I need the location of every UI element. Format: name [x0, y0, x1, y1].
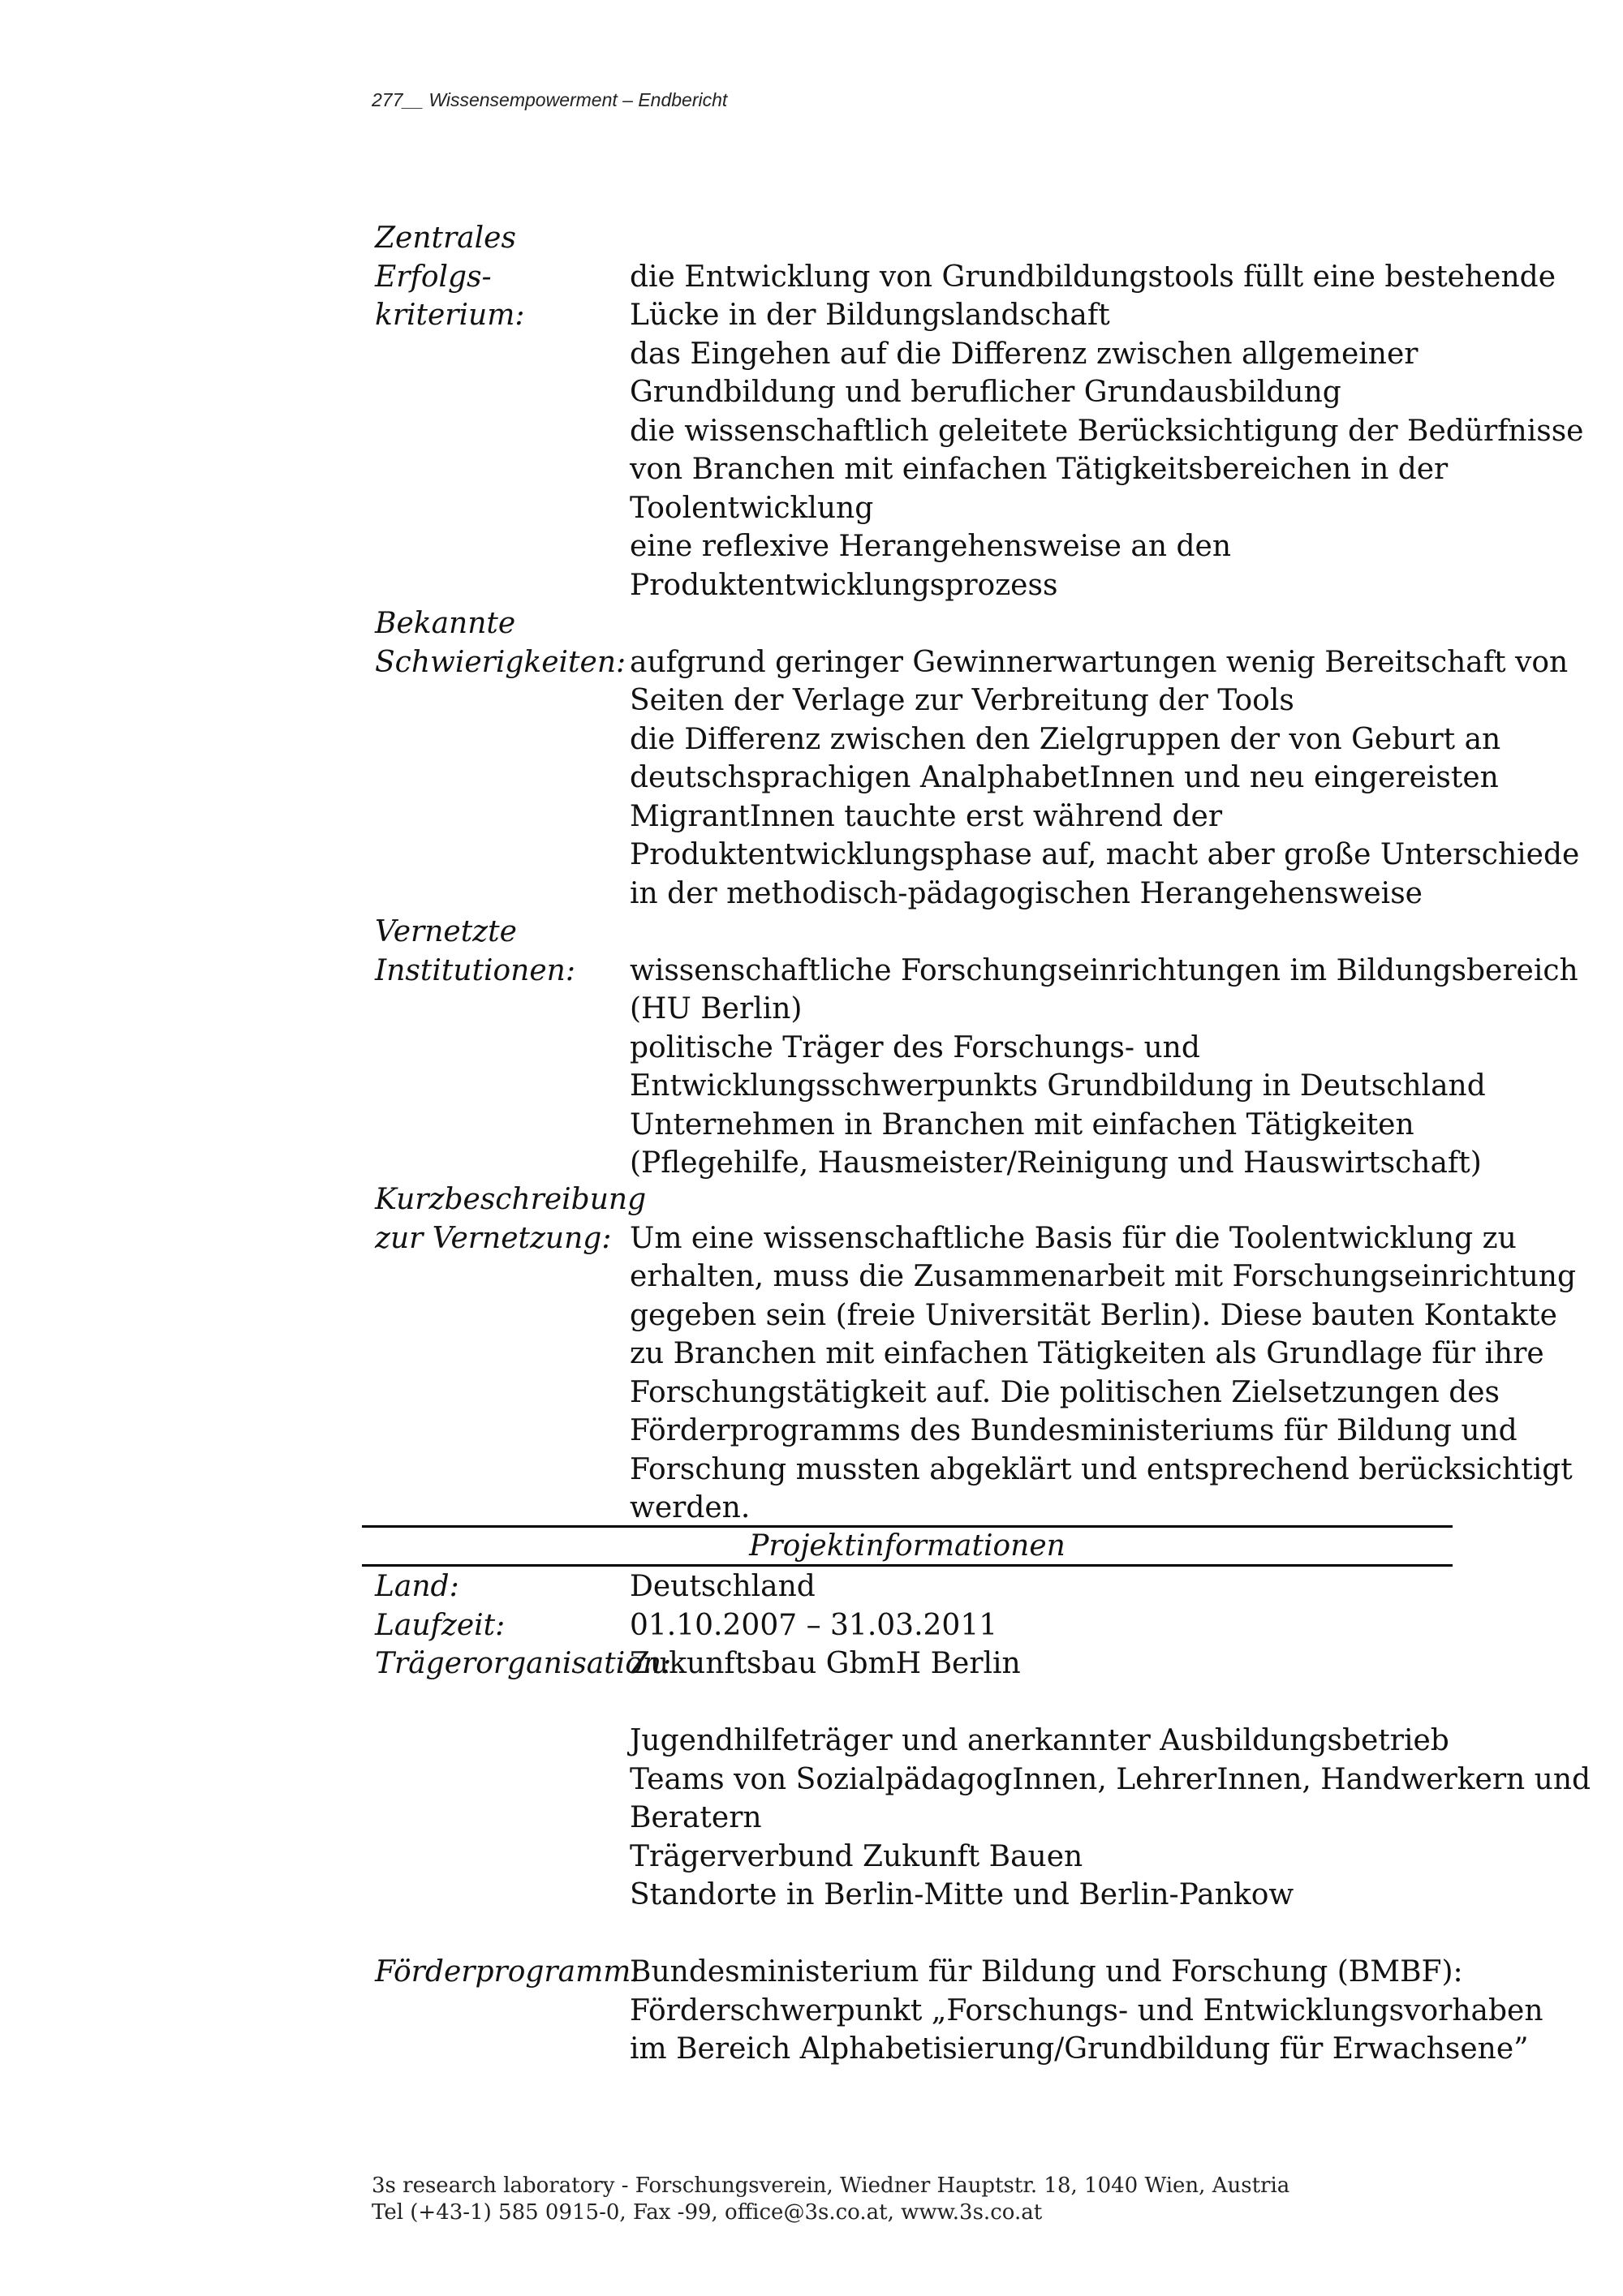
text-line: politische Träger des Forschungs- und: [630, 1030, 1200, 1064]
info-row-traeger: [375, 1645, 1591, 1915]
section-content: [630, 219, 1584, 604]
section-schwierigkeiten: [375, 604, 1580, 913]
info-value: 01.10.2007 – 31.03.2011: [630, 1608, 998, 1642]
section-label: Bekannte Schwierigkeiten:: [375, 607, 626, 679]
text-line: Forschungstätigkeit auf. Die politischen Zielsetzungen des: [630, 1375, 1500, 1409]
text-line: in der methodisch-pädagogischen Herangehensweise: [630, 876, 1423, 910]
section-erfolgskriterium: [375, 219, 1584, 604]
footer-address: 3s research laboratory - Forschungsverein, Wiedner Hauptstr. 18, 1040 Wien, Austria: [372, 2173, 1290, 2198]
section-content: [630, 913, 1578, 1183]
text-line: MigrantInnen tauchte erst während der: [630, 799, 1223, 833]
text-line: zu Branchen mit einfachen Tätigkeiten als Grundlage für ihre: [630, 1337, 1544, 1370]
info-label: Förderprogramm:: [375, 1955, 641, 1989]
text-line: erhalten, muss die Zusammenarbeit mit Forschungseinrichtung: [630, 1260, 1577, 1293]
project-info-title: Projektinformationen: [749, 1529, 1065, 1563]
text-line: Unternehmen in Branchen mit einfachen Tätigkeiten: [630, 1107, 1414, 1142]
text-line: wissenschaftliche Forschungseinrichtungen im Bildungsbereich: [630, 953, 1578, 987]
info-value: im Bereich Alphabetisierung/Grundbildung für Erwachsene”: [630, 2032, 1529, 2066]
text-line: deutschsprachigen AnalphabetInnen und neu eingereisten: [630, 761, 1499, 794]
page-footer: [372, 2173, 1289, 2226]
footer-contact: Tel (+43-1) 585 0915-0, Fax -99, office@3s.co.at, www.3s.co.at: [372, 2200, 1043, 2225]
info-value: Trägerverbund Zukunft Bauen: [630, 1839, 1083, 1873]
text-line: (Pflegehilfe, Hausmeister/Reinigung und Hauswirtschaft): [630, 1146, 1482, 1180]
text-line: die Differenz zwischen den Zielgruppen der von Geburt an: [630, 722, 1501, 756]
text-line: Um eine wissenschaftliche Basis für die Toolentwicklung zu: [630, 1221, 1517, 1255]
info-label: Laufzeit:: [375, 1608, 506, 1642]
info-value: Beratern: [630, 1801, 762, 1834]
text-line: Entwicklungsschwerpunkts Grundbildung in Deutschland: [630, 1069, 1486, 1103]
text-line: (HU Berlin): [630, 992, 803, 1025]
section-kurzbeschreibung: [375, 1180, 1577, 1528]
text-line: Lücke in der Bildungslandschaft: [630, 299, 1110, 332]
text-line: von Branchen mit einfachen Tätigkeitsbereichen in der: [630, 453, 1449, 486]
text-line: Produktentwicklungsprozess: [630, 568, 1058, 602]
section-content: [630, 1180, 1577, 1528]
info-value: Jugendhilfeträger und anerkannter Ausbildungsbetrieb: [630, 1724, 1449, 1757]
info-row-foerderprogramm: [375, 1953, 1543, 2069]
text-line: Grundbildung und beruflicher Grundausbildung: [630, 376, 1341, 409]
text-line: Seiten der Verlage zur Verbreitung der Tools: [630, 684, 1294, 717]
section-label: Zentrales Erfolgs- kriterium:: [375, 221, 525, 332]
text-line: Toolentwicklung: [630, 491, 874, 525]
text-line: Förderprogramms des Bundesministeriums für Bildung und: [630, 1414, 1518, 1447]
info-row-land: [375, 1567, 1438, 1606]
info-label: Land:: [375, 1570, 459, 1603]
info-value: Förderschwerpunkt „Forschungs- und Entwicklungsvorhaben: [630, 1993, 1543, 2027]
text-line: die Entwicklung von Grundbildungstools füllt eine bestehende: [630, 260, 1556, 294]
info-value: Zukunftsbau GbmH Berlin: [630, 1647, 1021, 1680]
table-rule-top: [362, 1525, 1453, 1528]
info-value: Standorte in Berlin-Mitte und Berlin-Pankow: [630, 1878, 1294, 1911]
table-rule-bottom: [362, 1564, 1453, 1567]
info-label: Trägerorganisation:: [375, 1647, 672, 1680]
text-line: aufgrund geringer Gewinnerwartungen wenig Bereitschaft von: [630, 645, 1569, 679]
info-value: Bundesministerium für Bildung und Forschung (BMBF):: [630, 1955, 1463, 1989]
text-line: eine reflexive Herangehensweise an den: [630, 530, 1232, 563]
text-line: Produktentwicklungsphase auf, macht aber große Unterschiede: [630, 838, 1580, 871]
info-row-laufzeit: [375, 1606, 1438, 1645]
section-label: Vernetzte Institutionen:: [375, 915, 575, 987]
info-value: Teams von SozialpädagogInnen, LehrerInnen, Handwerkern und: [630, 1762, 1591, 1796]
info-value: Deutschland: [630, 1570, 816, 1603]
running-header: 277__ Wissensempowerment – Endbericht: [372, 89, 728, 110]
section-institutionen: [375, 913, 1578, 1183]
text-line: Forschung mussten abgeklärt und entsprechend berücksichtigt: [630, 1452, 1573, 1486]
text-line: das Eingehen auf die Differenz zwischen allgemeiner: [630, 337, 1419, 371]
text-line: gegeben sein (freie Universität Berlin). Diese bauten Kontakte: [630, 1298, 1557, 1332]
section-content: [630, 604, 1580, 913]
section-label: Kurzbeschreibung zur Vernetzung:: [375, 1183, 647, 1255]
text-line: die wissenschaftlich geleitete Berücksichtigung der Bedürfnisse: [630, 414, 1584, 448]
text-line: werden.: [630, 1491, 751, 1524]
